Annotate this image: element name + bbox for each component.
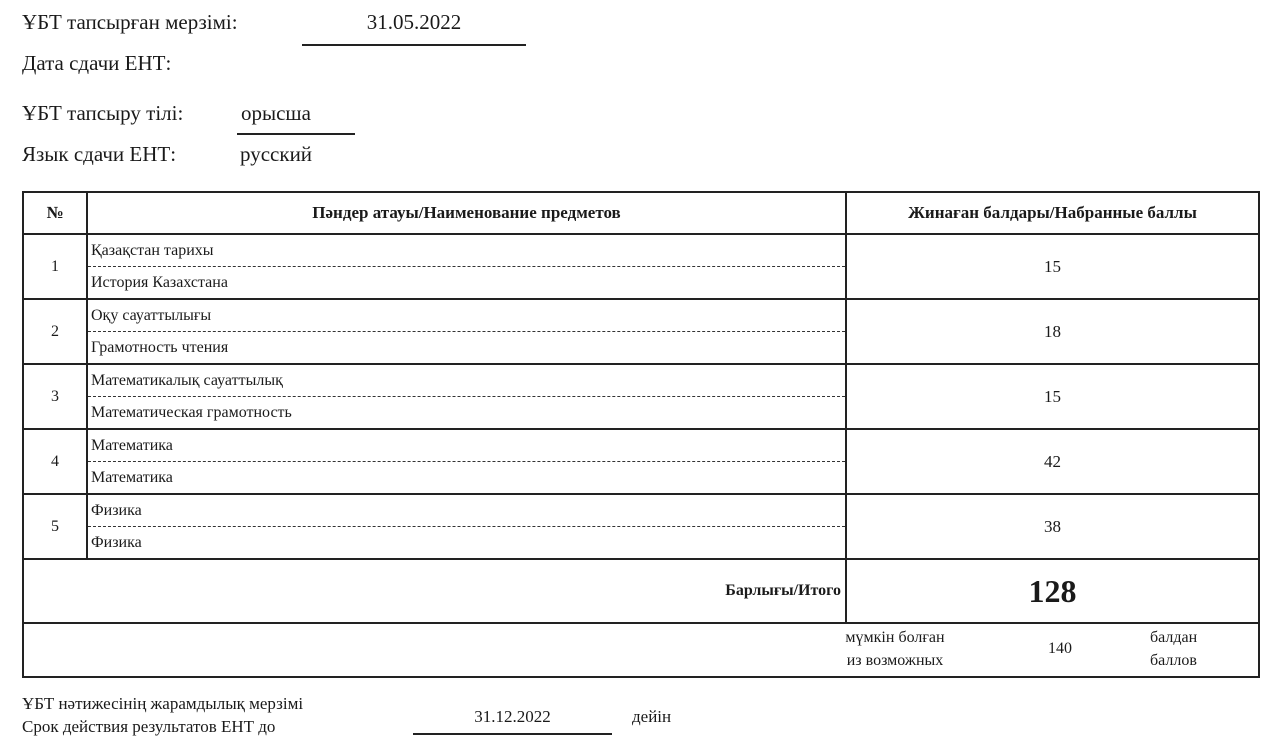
subject-name-ru: История Казахстана [91,274,228,291]
results-table [22,191,1260,678]
total-row [23,559,1259,623]
points-label-kz: балдан [1150,629,1198,646]
subject-score: 15 [846,364,1259,429]
exam-language-label-kz: ҰБТ тапсыру тілі: [22,101,184,125]
validity-label-kz: ҰБТ нәтижесінің жарамдылық мерзімі [22,694,304,713]
col-header-subject: Пəндер атауы/Наименование предметов [87,192,846,234]
subject-name-kz: Оқу сауаттылығы [88,300,845,332]
subject-name-ru: Математическая грамотность [91,404,292,421]
subject-cell [87,364,846,429]
table-row [23,299,1259,364]
possible-points-cell [23,623,1259,677]
subject-cell [87,234,846,299]
table-header-row [23,192,1259,234]
col-header-number: № [23,192,87,234]
possible-label-ru: из возможных [846,652,944,669]
exam-date-label-kz: ҰБТ тапсырған мерзімі: [22,10,238,34]
subject-score: 15 [846,234,1259,299]
subject-name-kz: Математикалық сауаттылық [88,365,845,397]
subject-name-kz: Қазақстан тарихы [88,235,845,267]
table-row [23,234,1259,299]
possible-points-row [23,623,1259,677]
col-header-score: Жинаған балдары/Набранные баллы [846,192,1259,234]
table-row [23,364,1259,429]
possible-points-value: 140 [1048,640,1072,657]
validity-label-ru: Срок действия результатов ЕНТ до [22,717,276,736]
row-number: 2 [23,299,87,364]
exam-language-value-ru: русский [240,142,313,166]
subject-cell [87,299,846,364]
subject-name-kz: Математика [88,430,845,462]
subject-cell [87,429,846,494]
subject-name-kz: Физика [88,495,845,527]
points-label-ru: баллов [1150,652,1197,669]
row-number: 3 [23,364,87,429]
validity-date: 31.12.2022 [413,706,612,735]
row-number: 4 [23,429,87,494]
total-score: 128 [846,559,1259,623]
exam-language-value-kz: орысша [237,101,355,135]
subject-name-ru: Физика [91,534,142,551]
exam-language-label-ru: Язык сдачи ЕНТ: [22,142,177,166]
subject-score: 42 [846,429,1259,494]
row-number: 1 [23,234,87,299]
subject-name-ru: Математика [91,469,173,486]
row-number: 5 [23,494,87,559]
possible-label-kz: мүмкін болған [845,629,945,646]
table-row [23,494,1259,559]
exam-date-value: 31.05.2022 [302,10,526,46]
until-label-kz: дейін [632,707,672,726]
exam-date-label-ru: Дата сдачи ЕНТ: [22,51,172,75]
subject-score: 38 [846,494,1259,559]
total-label: Барлығы/Итого [23,559,846,623]
subject-name-ru: Грамотность чтения [91,339,229,356]
subject-score: 18 [846,299,1259,364]
table-row [23,429,1259,494]
subject-cell [87,494,846,559]
